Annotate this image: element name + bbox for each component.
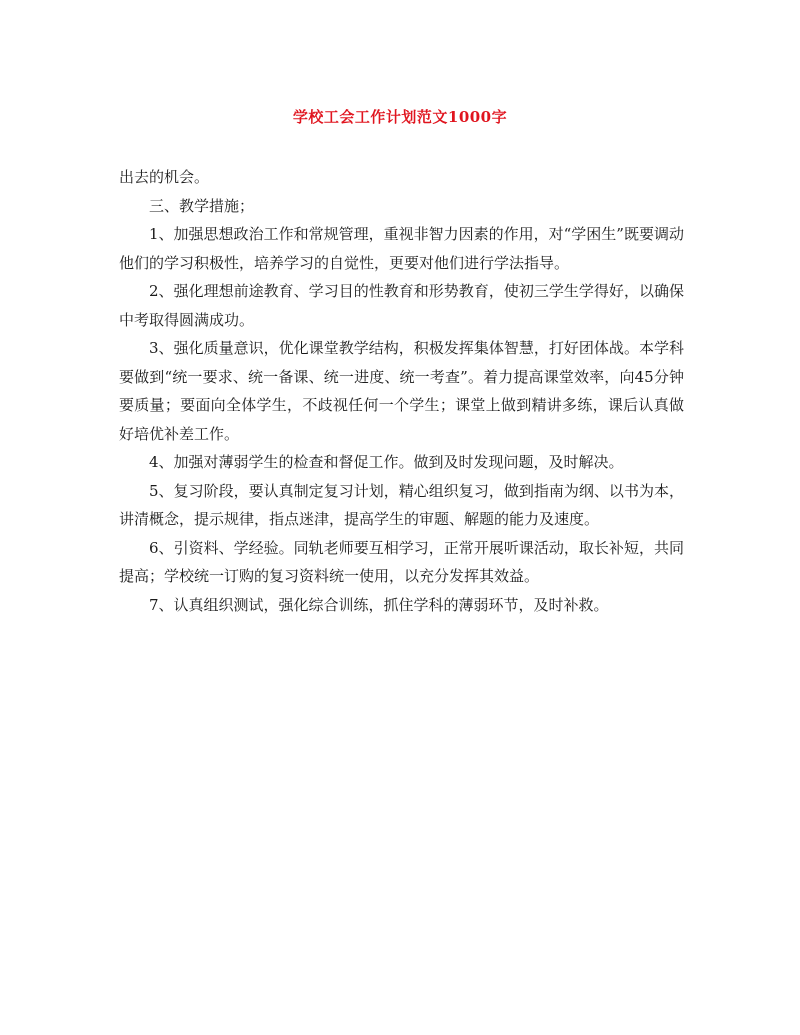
list-item-1: 1、加强思想政治工作和常规管理，重视非智力因素的作用，对“学困生”既要调动他们的学习积极性，培养学习的自觉性，更要对他们进行学法指导。 (119, 225, 684, 272)
document-title: 学校工会工作计划范文1000字 (292, 108, 508, 126)
list-item-5: 5、复习阶段，要认真制定复习计划，精心组织复习，做到指南为纲、以书为本，讲清概念，提示规律，指点迷津，提高学生的审题、解题的能力及速度。 (119, 481, 684, 528)
list-item-7: 7、认真组织测试，强化综合训练，抓住学科的薄弱环节，及时补救。 (149, 595, 609, 614)
list-item-2: 2、强化理想前途教育、学习目的性教育和形势教育，使初三学生学得好，以确保中考取得圆满成功。 (119, 282, 684, 329)
section-heading-teaching-measures: 三、教学措施； (149, 196, 255, 215)
paragraph-continuation: 出去的机会。 (119, 168, 210, 186)
list-item-4: 4、加强对薄弱学生的检查和督促工作。做到及时发现问题，及时解决。 (149, 453, 624, 471)
document-body (119, 163, 684, 619)
list-item-6: 6、引资料、学经验。同轨老师要互相学习，正常开展听课活动，取长补短，共同提高；学校统一订购的复习资料统一使用，以充分发挥其效益。 (119, 538, 684, 585)
list-item-3: 3、强化质量意识，优化课堂教学结构，积极发挥集体智慧，打好团体战。本学科要做到“统一要求、统一备课、统一进度、统一考查”。着力提高课堂效率，向45分钟要质量；要面向全体学生，不歧视任何一个学生；课堂上做到精讲多练，课后认真做好培优补差工作。 (119, 339, 684, 443)
